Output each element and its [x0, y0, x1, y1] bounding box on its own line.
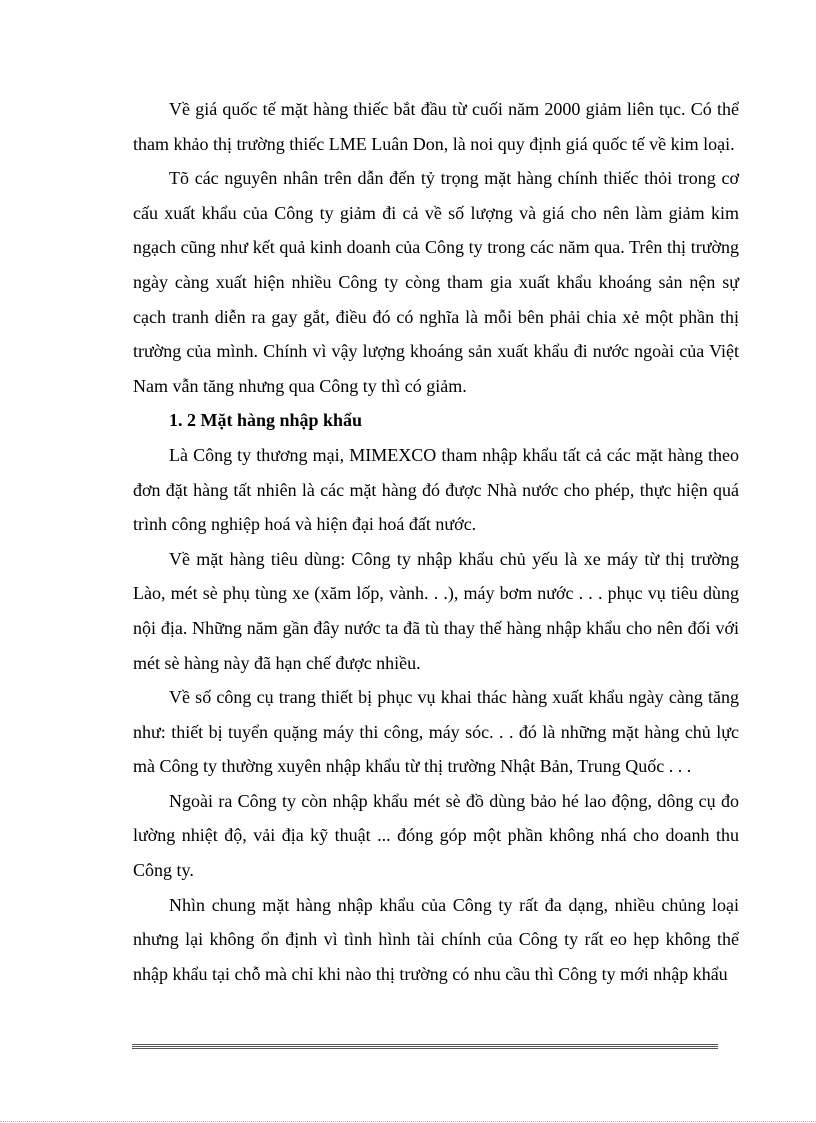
paragraph-consumer-goods: Về mặt hàng tiêu dùng: Công ty nhập khẩu chủ yếu là xe máy từ thị trường Lào, mét sè phụ tùng xe (xăm lốp, vành. . .), máy bơm nước . . . phục vụ tiêu dùng nội địa. Những năm gần đây nước ta đã tù thay thế hàng nhập khẩu cho nên đối với mét sè hàng này đã hạn chế được nhiều. — [133, 548, 739, 673]
document-body — [133, 92, 739, 991]
paragraph-equipment: Về số công cụ trang thiết bị phục vụ khai thác hàng xuất khẩu ngày càng tăng như: thiết bị tuyển quặng máy thi công, máy sóc. . . đó là những mặt hàng chủ lực mà Công ty thường xuyên nhập khẩu từ thị trường Nhật Bản, Trung Quốc . . . — [133, 687, 739, 777]
paragraph-other-imports: Ngoài ra Công ty còn nhập khẩu mét sè đồ dùng bảo hé lao động, dông cụ đo lường nhiệt độ, vải địa kỹ thuật ... đóng góp một phần không nhá cho doanh thu Công ty. — [133, 790, 739, 881]
paragraph-causes: Tõ các nguyên nhân trên dẫn đến tỷ trọng mặt hàng chính thiếc thỏi trong cơ cấu xuất khẩu của Công ty giảm đi cả về số lượng và giá cho nên làm giảm kim ngạch cũng như kết quả kinh doanh của Công ty trong các năm qua. Trên thị trường ngày càng xuất hiện nhiều Công ty còng tham gia xuất khẩu khoáng sản nện sự cạch tranh diễn ra gay gắt, điều đó có nghĩa là mỗi bên phải chia xẻ một phần thị trường của mình. Chính vì vậy lượng khoáng sản xuất khẩu đi nước ngoài của Việt Nam vẫn tăng nhưng qua Công ty thì có giảm. — [133, 168, 739, 396]
footer-divider — [132, 1044, 718, 1049]
section-heading-imports: 1. 2 Mặt hàng nhập khẩu — [169, 410, 363, 431]
paragraph-trading-company: Là Công ty thương mại, MIMEXCO tham nhập khẩu tất cả các mặt hàng theo đơn đặt hàng tất nhiên là các mặt hàng đó được Nhà nước cho phép, thực hiện quá trình công nghiệp hoá và hiện đại hoá đất nước. — [133, 444, 739, 535]
page-bottom-border — [0, 1121, 816, 1122]
paragraph-international-price: Về giá quốc tế mặt hàng thiếc bắt đầu từ cuối năm 2000 giảm liên tục. Có thể tham khảo thị trường thiếc LME Luân Don, là noi quy định giá quốc tế về kim loại. — [133, 99, 739, 154]
paragraph-summary: Nhìn chung mặt hàng nhập khẩu của Công ty rất đa dạng, nhiều chủng loại nhưng lại không ổn định vì tình hình tài chính của Công ty rất eo hẹp không thể nhập khẩu tại chỗ mà chỉ khi nào thị trường có nhu cầu thì Công ty mới nhập khẩu — [133, 894, 739, 984]
